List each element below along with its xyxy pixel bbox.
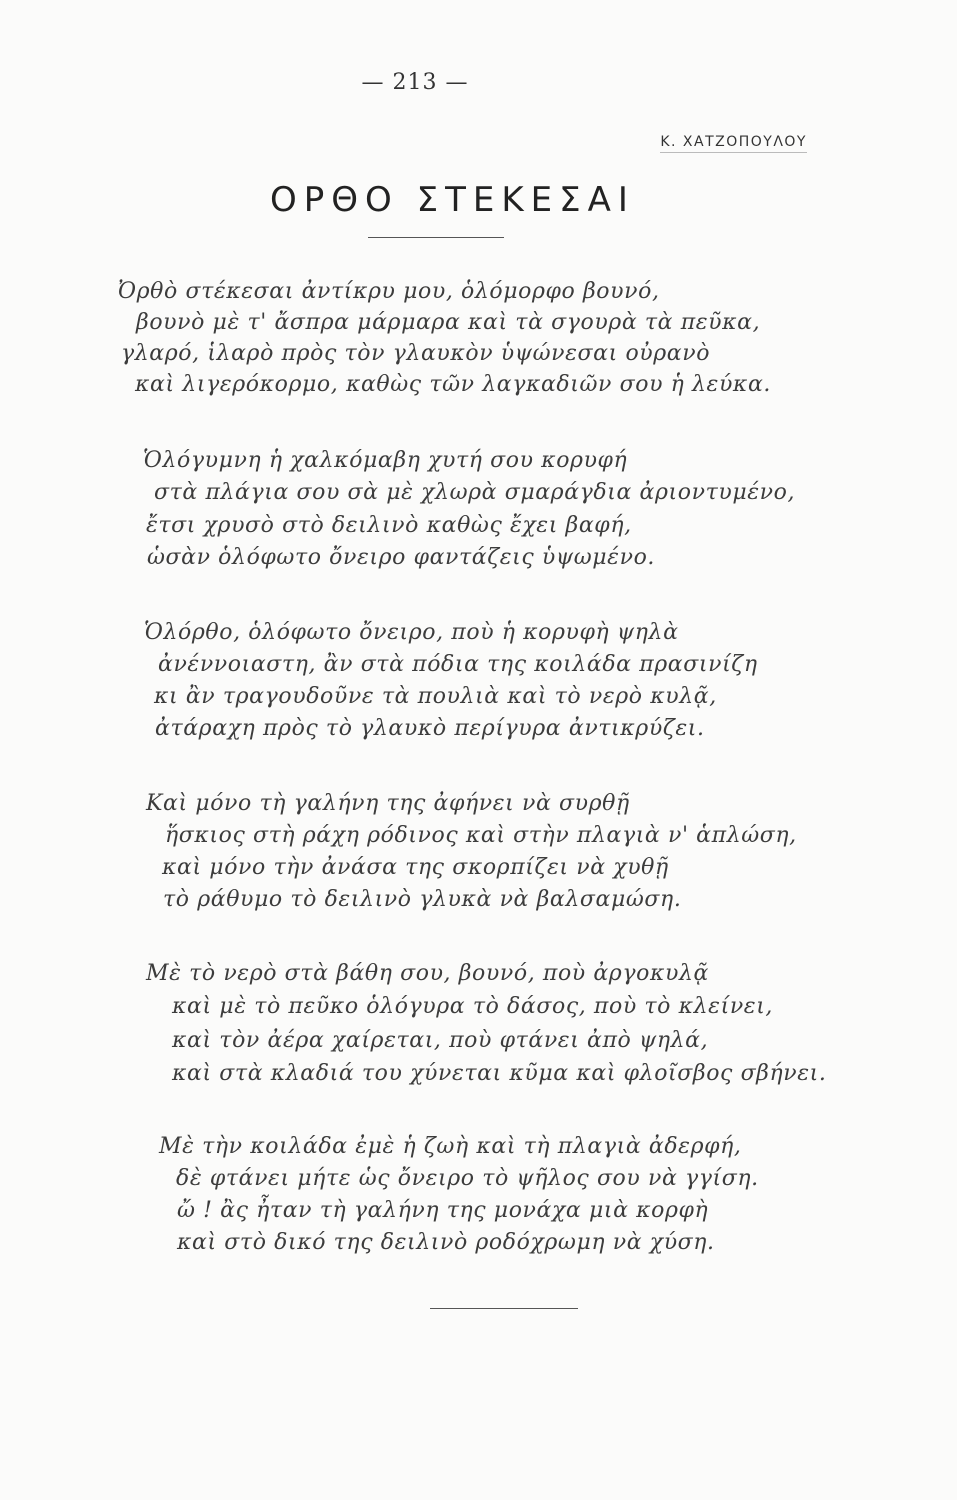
poem-line: ὡσὰν ὁλόφωτο ὄνειρο φαντάζεις ὑψωμένο. [147,545,656,570]
poem-line: καὶ λιγερόκορμο, καθὼς τῶν λαγκαδιῶν σου ἡ λεύκα. [135,372,772,397]
poem-line: ἀτάραχη πρὸς τὸ γλαυκὸ περίγυρα ἀντικρύζει. [155,716,705,741]
poem-line: τὸ ράθυμο τὸ δειλινὸ γλυκὰ νὰ βαλσαμώση. [163,887,682,912]
page-number: — 213 — [361,70,469,95]
poem-line: στὰ πλάγια σου σὰ μὲ χλωρὰ σμαράγδια ἀριοντυμένο, [154,480,796,505]
poem-line: γλαρό, ἱλαρὸ πρὸς τὸν γλαυκὸν ὑψώνεσαι οὐρανὸ [121,341,711,366]
poem-line: βουνὸ μὲ τ' ἄσπρα μάρμαρα καὶ τὰ σγουρὰ τὰ πεῦκα, [136,310,761,335]
poem-line: κι ἂν τραγουδοῦνε τὰ πουλιὰ καὶ τὸ νερὸ κυλᾷ, [154,684,717,709]
poem-line: καὶ τὸν ἀέρα χαίρεται, ποὺ φτάνει ἀπὸ ψηλά, [172,1028,709,1053]
poem-line: καὶ στὰ κλαδιά του χύνεται κῦμα καὶ φλοῖσβος σβήνει. [172,1061,827,1086]
poem-line: Καὶ μόνο τὴ γαλήνη της ἀφήνει νὰ συρθῇ [146,791,630,816]
end-divider [430,1308,578,1309]
author-name: Κ. ΧΑΤΖΟΠΟΥΛΟΥ [660,134,807,153]
poem-line: Ὀρθὸ στέκεσαι ἀντίκρυ μου, ὁλόμορφο βουνό, [118,279,660,304]
poem-line: ἀνέννοιαστη, ἂν στὰ πόδια της κοιλάδα πρασινίζη [158,652,758,677]
poem-line: καὶ στὸ δικό της δειλινὸ ροδόχρωμη νὰ χύση. [177,1230,715,1255]
poem-line: δὲ φτάνει μήτε ὡς ὄνειρο τὸ ψῆλος σου νὰ γγίση. [176,1166,759,1191]
poem-line: καὶ μὲ τὸ πεῦκο ὁλόγυρα τὸ δάσος, ποὺ τὸ κλείνει, [172,994,774,1019]
poem-line: Ὁλόρθο, ὁλόφωτο ὄνειρο, ποὺ ἡ κορυφὴ ψηλὰ [144,620,679,645]
poem-line: Μὲ τὸ νερὸ στὰ βάθη σου, βουνό, ποὺ ἀργοκυλᾷ [146,961,709,986]
poem-line: Ὁλόγυμνη ἡ χαλκόμαβη χυτή σου κορυφή [143,448,628,473]
title-divider [368,237,504,238]
poem-line: ὤ ! ἂς ἦταν τὴ γαλήνη της μονάχα μιὰ κορφὴ [177,1198,709,1223]
poem-line: ἥσκιος στὴ ράχη ρόδινος καὶ στὴν πλαγιὰ ν' ἁπλώση, [165,823,797,848]
poem-title: ΟΡΘΟ ΣΤΕΚΕΣΑΙ [270,180,635,220]
poem-line: Μὲ τὴν κοιλάδα ἐμὲ ἡ ζωὴ καὶ τὴ πλαγιὰ ἀδερφή, [159,1134,742,1159]
poem-line: καὶ μόνο τὴν ἀνάσα της σκορπίζει νὰ χυθῇ [162,855,669,880]
poem-line: ἔτσι χρυσὸ στὸ δειλινὸ καθὼς ἔχει βαφή, [146,513,632,538]
